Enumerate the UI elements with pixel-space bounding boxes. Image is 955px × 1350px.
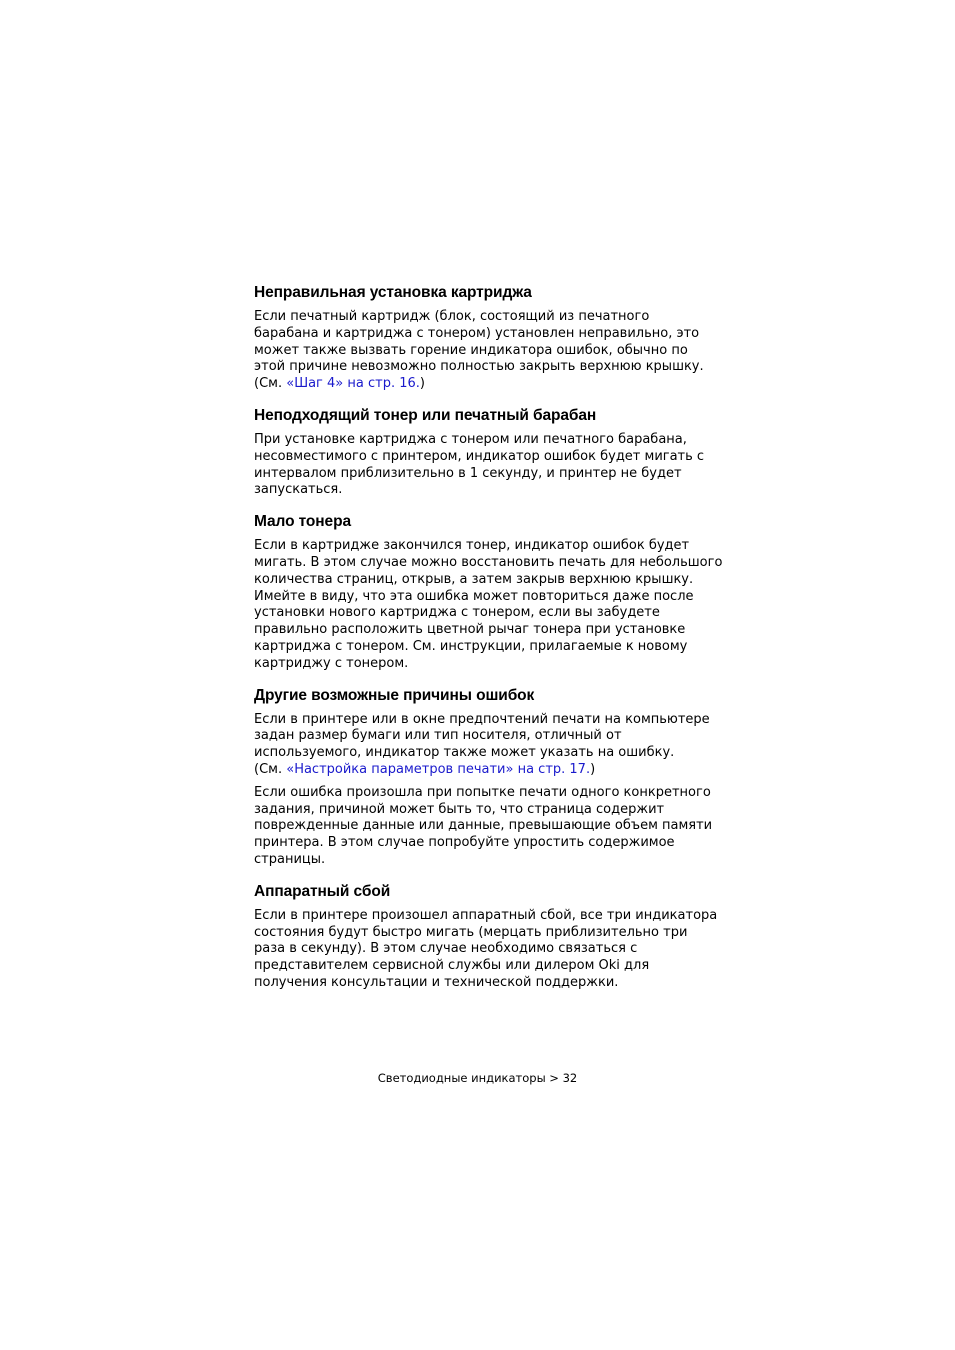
paragraph: Если ошибка произошла при попытке печати одного конкретного задания, причиной может быть то, что страница содержит поврежденные данные или данные, превышающие объем памяти принтера. В этом случае попробуйте упростить содержимое страницы. [254, 784, 713, 867]
page-footer: Светодиодные индикаторы > 32 [377, 1071, 578, 1085]
page-content [254, 283, 724, 1005]
section-heading: Неподходящий тонер или печатный барабан [254, 406, 597, 424]
section-heading: Мало тонера [254, 513, 351, 531]
reference-suffix: ) [419, 376, 425, 392]
paragraph-text: Если печатный картридж (блок, состоящий из печатного барабана и картриджа с тонером) установлен неправильно, это может также вызвать горение индикатора ошибок, обычно по этой причине невозможно полностью закрыть верхнюю крышку. [254, 309, 704, 375]
reference-prefix: (См. [254, 376, 287, 392]
cross-reference-link[interactable]: «Шаг 4» на стр. 16. [286, 376, 420, 392]
reference-prefix: (См. [254, 761, 287, 777]
paragraph: При установке картриджа с тонером или печатного барабана, несовместимого с принтером, индикатор ошибок будет мигать с интервалом приблизительно в 1 секунду, и принтер не будет запускаться. [254, 431, 705, 498]
reference-suffix: ) [590, 761, 596, 777]
paragraph [254, 712, 724, 779]
paragraph [254, 309, 724, 393]
section-heading: Другие возможные причины ошибок [254, 686, 535, 704]
section-other-causes [254, 686, 724, 869]
section-heading: Неправильная установка картриджа [254, 284, 532, 301]
section-hardware-failure [254, 882, 724, 992]
section-low-toner [254, 512, 724, 672]
section-incorrect-cartridge [254, 283, 724, 393]
section-unsuitable-toner [254, 406, 724, 499]
paragraph: Если в картридже закончился тонер, индикатор ошибок будет мигать. В этом случае можно восстановить печать для небольшого количества страниц, открыв, а затем закрыв верхнюю крышку. Имейте в виду, что эта ошибка может повториться даже после установки нового картриджа с тонером, если вы забудете правильно расположить цветной рычаг тонера при установке картриджа с тонером. См. инструкции, прилагаемые к новому картриджу с тонером. [254, 538, 723, 671]
cross-reference-link[interactable]: «Настройка параметров печати» на стр. 17. [286, 761, 591, 777]
paragraph-text: Если в принтере или в окне предпочтений печати на компьютере задан размер бумаги или тип носителя, отличный от используемого, индикатор также может указать на ошибку. [254, 711, 710, 761]
paragraph: Если в принтере произошел аппаратный сбой, все три индикатора состояния будут быстро мигать (мерцать приблизительно три раза в секунду). В этом случае необходимо связаться с представителем сервисной службы или дилером Oki для получения консультации и технической поддержки. [254, 907, 718, 990]
section-heading: Аппаратный сбой [254, 882, 391, 900]
